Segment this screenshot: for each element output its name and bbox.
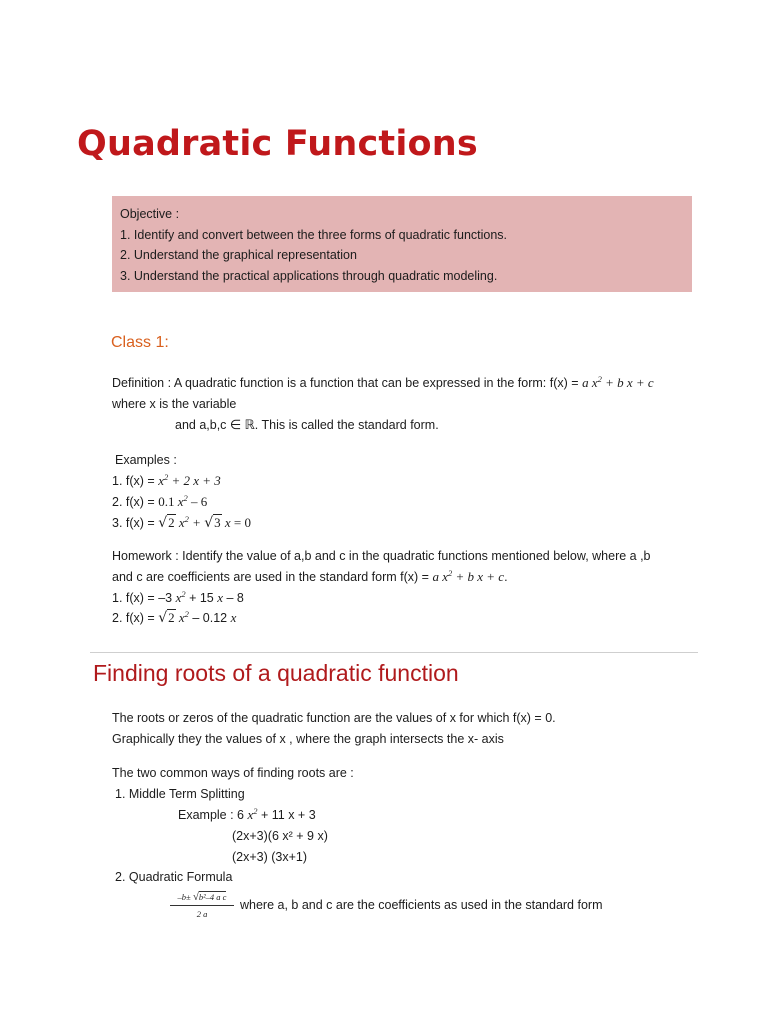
example-1: 1. $f(x) = x^2 + 2$ x + 3: [112, 472, 221, 488]
homework-line-2: and c are coefficients are used in the standard form f(x) = a $x^2 + b$ x + c.: [112, 568, 508, 584]
formula-note: where a, b and c are the coefficients as used in the standard form: [240, 898, 603, 912]
formula-denominator: 2 a: [196, 909, 208, 919]
sqrt-sign: √: [158, 610, 168, 626]
method-1-label: 1. Middle Term Splitting: [115, 787, 245, 801]
middle-term-example: Example : 6 $x^2 + 11$ x + 3: [178, 806, 316, 822]
definition-line-1: Definition : A quadratic function is a function that can be expressed in the form: f(x) = a $x^2 + b$ x + c: [112, 374, 654, 390]
middle-term-step-1: (2x+3)(6 x² + 9 x): [232, 829, 328, 843]
class-heading: Class 1:: [111, 334, 169, 351]
objective-item-1: 1. Identify and convert between the three forms of quadratic functions.: [120, 227, 508, 242]
section-heading-roots: Finding roots of a quadratic function: [93, 660, 459, 686]
page-title: Quadratic Functions: [77, 124, 478, 164]
roots-paragraph-3: The two common ways of finding roots are :: [112, 766, 354, 780]
roots-paragraph-2: Graphically they the values of x , where the graph intersects the x- axis: [112, 732, 504, 746]
example-3: 3. f(x) = √2 $x^2 + √3$ x = 0: [112, 514, 251, 531]
definition-line-3: and a,b,c ∈ ℝ. This is called the standard form.: [175, 417, 439, 432]
homework-item-1: 1. f(x) = –3 $x^2 + 15$ x – 8: [112, 589, 244, 605]
method-2-label: 2. Quadratic Formula: [115, 870, 233, 884]
section-divider: [90, 652, 698, 653]
objective-box: [112, 196, 692, 292]
sqrt-sign: √: [204, 515, 214, 531]
example-2: 2. f(x) = 0.1 $x^2 - 6$: [112, 493, 208, 509]
middle-term-step-2: (2x+3) (3x+1): [232, 850, 308, 864]
sqrt-sign: √: [192, 891, 199, 903]
objective-heading: Objective :: [120, 207, 180, 221]
sqrt-sign: √: [158, 515, 168, 531]
quadratic-formula: [170, 891, 234, 919]
roots-paragraph-1: The roots or zeros of the quadratic function are the values of x for which f(x) = 0.: [112, 711, 556, 725]
standard-form-expression: a $x^2 + b$ x + c: [582, 374, 654, 390]
definition-line-2: where x is the variable: [112, 397, 237, 411]
objective-item-3: 3. Understand the practical applications through quadratic modeling.: [120, 268, 498, 283]
objective-item-2: 2. Understand the graphical representation: [120, 248, 357, 262]
homework-item-2: 2. f(x) = √2 $x^2 - 0.12$ x: [112, 609, 237, 626]
homework-line-1: Homework : Identify the value of a,b and c in the quadratic functions mentioned below, where a ,b: [112, 549, 651, 563]
examples-heading: Examples :: [115, 453, 177, 467]
formula-numerator: –b± √b²–4 a c: [170, 891, 234, 906]
